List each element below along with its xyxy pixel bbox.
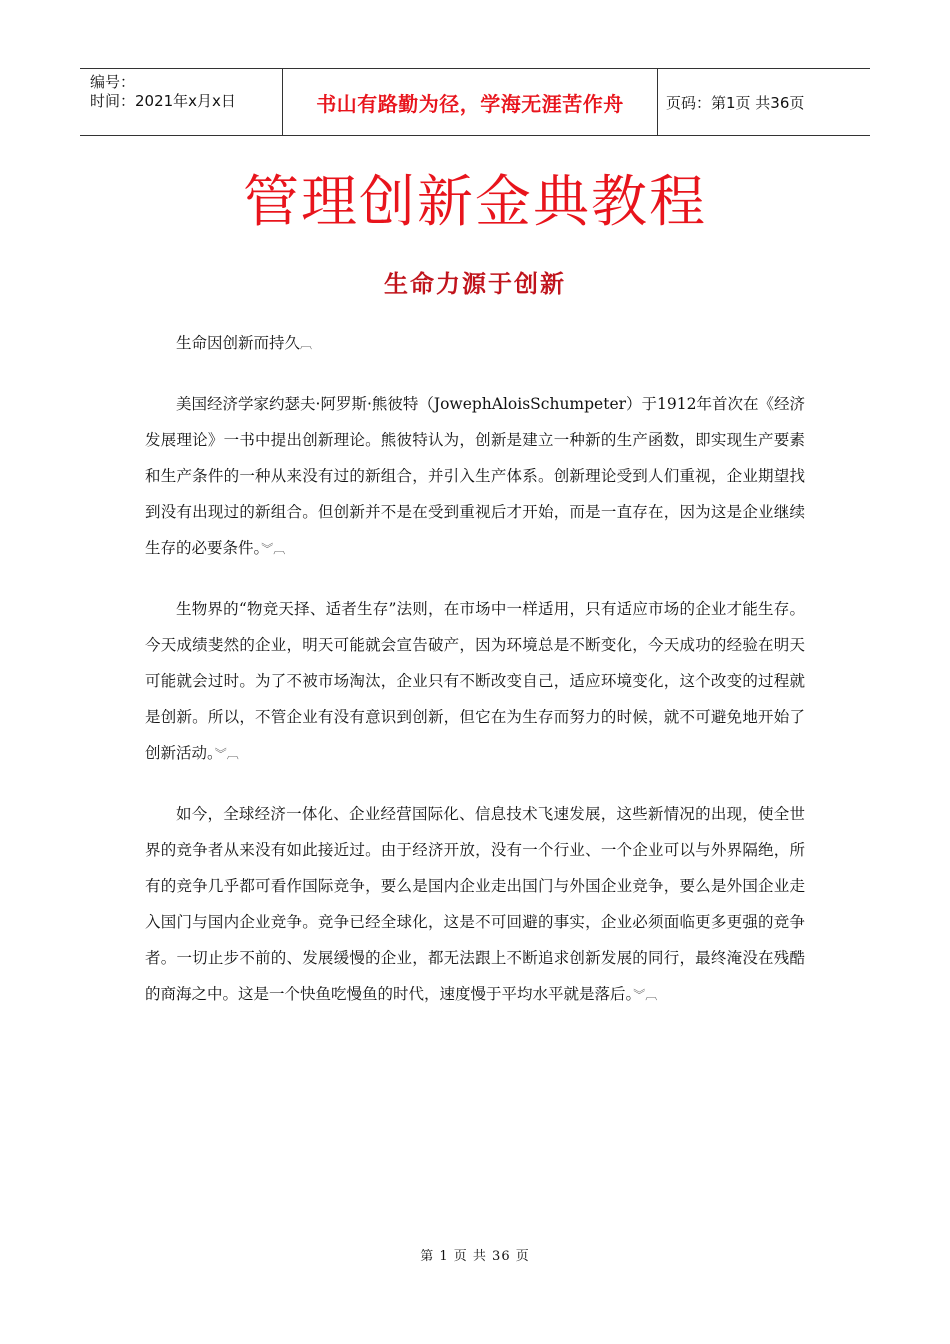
- paragraph: 生物界的“物竞天择、适者生存”法则，在市场中一样适用，只有适应市场的企业才能生存。今天成绩斐然的企业，明天可能就会宣告破产，因为环境总是不断变化，今天成功的经验在明天可能就会过时。为了不被市场淘汰，企业只有不断改变自己，适应环境变化，这个改变的过程就是创新。所以，不管企业有没有意识到创新，但它在为生存而努力的时候，就不可避免地开始了创新活动。︾︹: [145, 600, 805, 762]
- paragraph: 生命因创新而持久︹: [176, 334, 313, 352]
- header-motto: 书山有路勤为径，学海无涯苦作舟: [282, 69, 658, 135]
- document-header: [80, 68, 870, 136]
- document-title: 管理创新金典教程: [243, 170, 707, 235]
- page-footer: 第 1 页 共 36 页: [420, 1249, 530, 1264]
- document-body: [145, 325, 805, 1037]
- header-page-info: 页码：第1页 共36页: [666, 93, 805, 112]
- paragraph: 美国经济学家约瑟夫·阿罗斯·熊彼特（JowephAloisSchumpeter）于1912年首次在《经济发展理论》一书中提出创新理论。熊彼特认为，创新是建立一种新的生产函数，即实现生产要素和生产条件的一种从来没有过的新组合，并引入生产体系。创新理论受到人们重视，企业期望找到没有出现过的新组合。但创新并不是在受到重视后才开始，而是一直存在，因为这是企业继续生存的必要条件。︾︹: [145, 395, 805, 557]
- header-meta: [80, 69, 282, 135]
- paragraph-mark: ︾︹: [261, 542, 286, 556]
- document-subtitle: 生命力源于创新: [384, 269, 566, 298]
- paragraph-mark: ︾︹: [633, 988, 658, 1002]
- paragraph-mark: ︹: [300, 337, 313, 351]
- date-label: 时间：2021年x月x日: [90, 92, 236, 110]
- paragraph: 如今，全球经济一体化、企业经营国际化、信息技术飞速发展，这些新情况的出现，使全世界的竞争者从来没有如此接近过。由于经济开放，没有一个行业、一个企业可以与外界隔绝，所有的竞争几乎都可看作国际竞争，要么是国内企业走出国门与外国企业竞争，要么是外国企业走入国门与国内企业竞争。竞争已经全球化，这是不可回避的事实，企业必须面临更多更强的竞争者。一切止步不前的、发展缓慢的企业，都无法跟上不断追求创新发展的同行，最终淹没在残酷的商海之中。这是一个快鱼吃慢鱼的时代，速度慢于平均水平就是落后。︾︹: [145, 805, 805, 1003]
- paragraph-mark: ︾︹: [214, 747, 239, 761]
- number-label: 编号：: [90, 73, 136, 91]
